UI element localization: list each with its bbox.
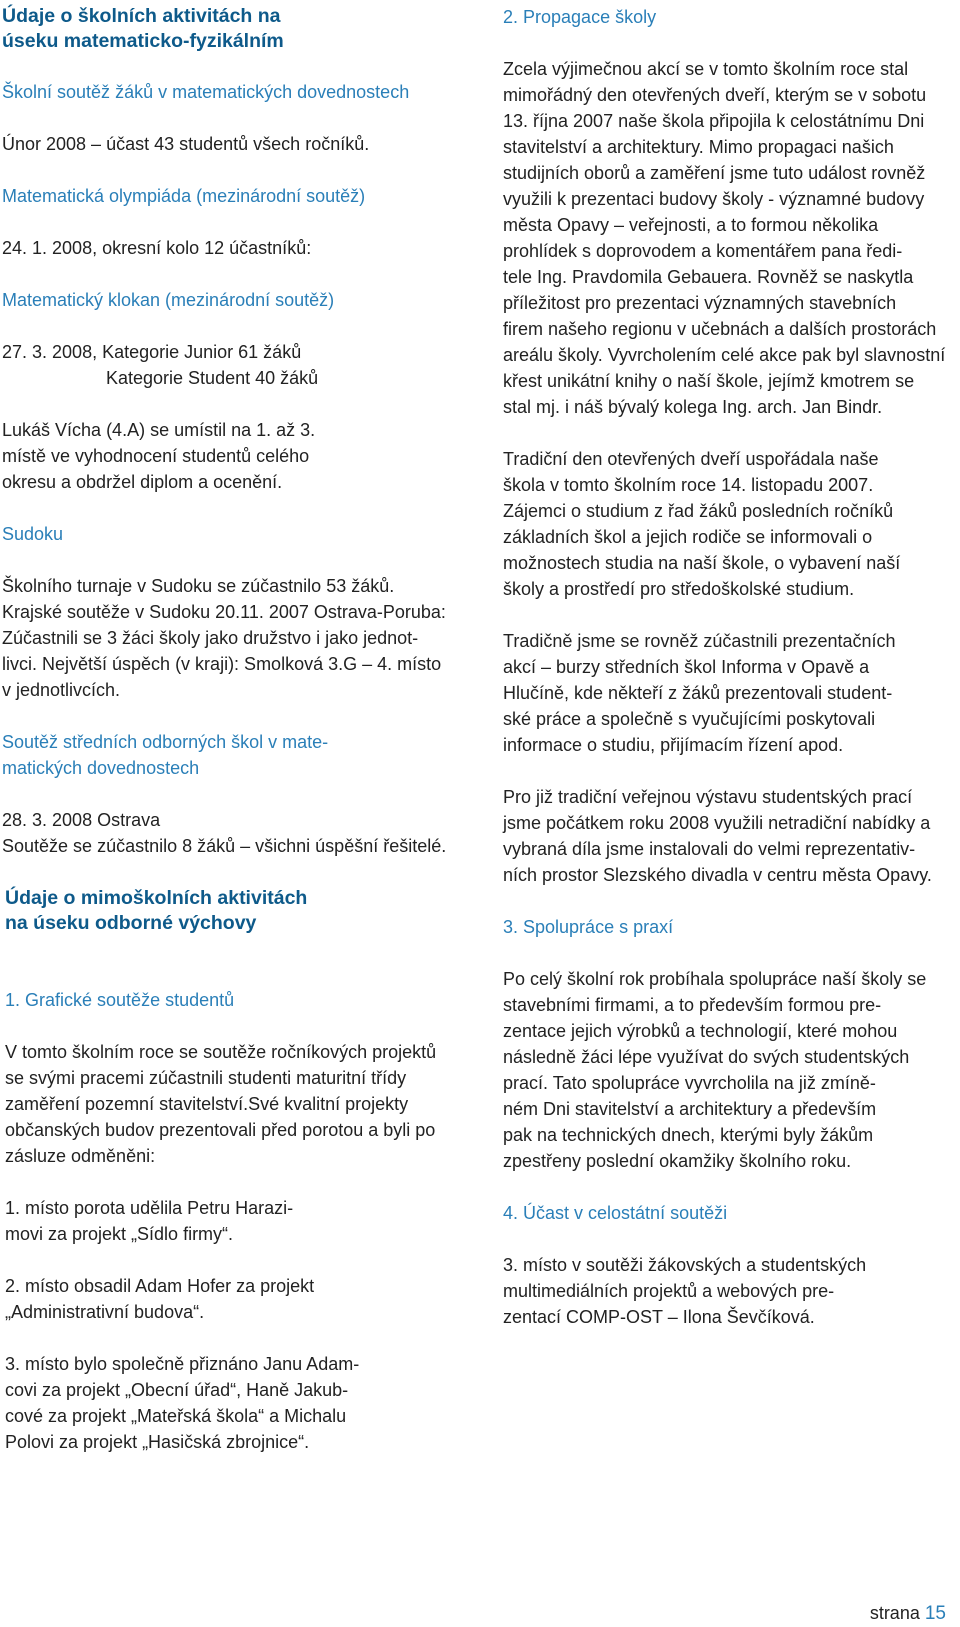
- text-line: covi za projekt „Obecní úřad“, Haně Jakub-: [5, 1380, 349, 1400]
- page-number-value: 15: [924, 1603, 946, 1624]
- text-line: studijních oborů a zaměření jsme tuto událost rovněž: [503, 163, 926, 183]
- text-line: zpestřeny poslední okamžiky školního roku.: [503, 1151, 852, 1171]
- text-line: Zcela výjimečnou akcí se v tomto školním roce stal: [503, 59, 909, 79]
- sos-title: [2, 729, 462, 781]
- text-line: v jednotlivcích.: [2, 680, 121, 700]
- competition-title: Matematická olympiáda (mezinárodní soutěž): [2, 186, 366, 206]
- text-line: firem našeho regionu v učebnách a dalších prostorách: [503, 319, 937, 339]
- paragraph: [503, 784, 953, 888]
- page-label: strana: [869, 1603, 920, 1623]
- competition-title: Školní soutěž žáků v matematických dovednostech: [2, 82, 410, 102]
- text-line: Krajské soutěže v Sudoku 20.11. 2007 Ostrava-Poruba:: [2, 602, 446, 622]
- paragraph: [503, 56, 953, 420]
- text-line: Zúčastnili se 3 žáci školy jako družstvo i jako jednot-: [2, 628, 419, 648]
- text-line: zentace jejich výrobků a technologií, které mohou: [503, 1021, 898, 1041]
- text-line: stavitelství a architektury. Mimo propagaci našich: [503, 137, 894, 157]
- text-line: se svými pracemi zúčastnili studenti maturitní třídy: [5, 1068, 407, 1088]
- page-number: [870, 1602, 946, 1625]
- paragraph: [503, 628, 953, 758]
- text-line: zásluze odměněni:: [5, 1146, 156, 1166]
- text-line: zentací COMP-OST – Ilona Ševčíková.: [503, 1307, 815, 1327]
- sudoku-title: Sudoku: [2, 524, 64, 544]
- text-line: mimořádný den otevřených dveří, kterým se v sobotu: [503, 85, 927, 105]
- text-line: areálu školy. Vyvrcholením celé akce pak byl slavnostní: [503, 345, 946, 365]
- text-line: V tomto školním roce se soutěže ročníkových projektů: [5, 1042, 437, 1062]
- text-line: Zájemci o studium z řad žáků posledních ročníků: [503, 501, 894, 521]
- paragraph: [2, 417, 462, 495]
- paragraph: [5, 1351, 460, 1455]
- text-line: stal mj. i náš bývalý kolega Ing. arch. Jan Bindr.: [503, 397, 883, 417]
- text-line: prací. Tato spolupráce vyvrcholila na již zmíně-: [503, 1073, 876, 1093]
- text-line: následně žáci lépe využívat do svých studentských: [503, 1047, 910, 1067]
- text-line: 3. místo v soutěži žákovských a studentských: [503, 1255, 867, 1275]
- text-line: občanských budov prezentovali před porotou a byli po: [5, 1120, 436, 1140]
- text-line: prohlídek s doprovodem a komentářem pana ředi-: [503, 241, 903, 261]
- paragraph: [503, 446, 953, 602]
- text-line: 28. 3. 2008 Ostrava: [2, 810, 161, 830]
- heading-line: Údaje o mimoškolních aktivitách: [5, 887, 308, 909]
- text-line: tele Ing. Pravdomila Gebauera. Rovněž se naskytla: [503, 267, 914, 287]
- text-line: 2. místo obsadil Adam Hofer za projekt: [5, 1276, 315, 1296]
- text-line: ské práce a společně s vyučujícími poskytovali: [503, 709, 876, 729]
- paragraph: [5, 1195, 460, 1247]
- paragraph: [5, 1039, 460, 1169]
- heading-extracurricular-activities: [5, 886, 307, 936]
- text-line: livci. Největší úspěch (v kraji): Smolková 3.G – 4. místo: [2, 654, 442, 674]
- text-line: zaměření pozemní stavitelství.Své kvalitní projekty: [5, 1094, 409, 1114]
- text-line: Lukáš Vícha (4.A) se umístil na 1. až 3.: [2, 420, 316, 440]
- competition-text: 27. 3. 2008, Kategorie Junior 61 žáků: [2, 342, 302, 362]
- graphic-competitions: [5, 987, 460, 1455]
- text-line: ném Dni stavitelství a architektury a především: [503, 1099, 877, 1119]
- school-promotion: [503, 4, 953, 1330]
- text-line: cové za projekt „Mateřská škola“ a Michalu: [5, 1406, 347, 1426]
- text-line: Tradiční den otevřených dveří uspořádala naše: [503, 449, 879, 469]
- text-line: multimediálních projektů a webových pre-: [503, 1281, 835, 1301]
- text-line: možnostech studia na naší škole, o vybavení naší: [503, 553, 901, 573]
- text-line: ních prostor Slezského divadla v centru města Opavy.: [503, 865, 932, 885]
- text-line: příležitost pro prezentaci významných stavebních: [503, 293, 897, 313]
- text-line: využili k prezentaci budovy školy - významné budovy: [503, 189, 925, 209]
- paragraph: [503, 966, 953, 1174]
- text-line: školy a prostředí pro středoškolské studium.: [503, 579, 855, 599]
- text-line: Tradičně jsme se rovněž zúčastnili prezentačních: [503, 631, 896, 651]
- text-line: škola v tomto školním roce 14. listopadu 2007.: [503, 475, 874, 495]
- text-line: základních škol a jejich rodiče se informovali o: [503, 527, 873, 547]
- paragraph: [2, 807, 462, 859]
- heading-line: Údaje o školních aktivitách na: [2, 5, 281, 27]
- text-line: „Administrativní budova“.: [5, 1302, 205, 1322]
- text-line: vybraná díla jsme instalovali do velmi reprezentativ-: [503, 839, 916, 859]
- text-line: Soutěže se zúčastnilo 8 žáků – všichni úspěšní řešitelé.: [2, 836, 447, 856]
- section-title: 1. Grafické soutěže studentů: [5, 990, 235, 1010]
- text-line: Po celý školní rok probíhala spolupráce naší školy se: [503, 969, 927, 989]
- text-line: Pro již tradiční veřejnou výstavu studentských prací: [503, 787, 913, 807]
- text-line: místě ve vyhodnocení studentů celého: [2, 446, 310, 466]
- text-line: okresu a obdržel diplom a ocenění.: [2, 472, 283, 492]
- text-line: jsme počátkem roku 2008 využili netradiční nabídky a: [503, 813, 931, 833]
- competition-text: Kategorie Student 40 žáků: [106, 368, 319, 388]
- text-line: 3. místo bylo společně přiznáno Janu Adam-: [5, 1354, 360, 1374]
- text-line: pak na technických dnech, kterými byly žákům: [503, 1125, 874, 1145]
- text-line: Školního turnaje v Sudoku se zúčastnilo 53 žáků.: [2, 576, 395, 596]
- text-line: Hlučíně, kde někteří z žáků prezentovali student-: [503, 683, 893, 703]
- competition-text: 24. 1. 2008, okresní kolo 12 účastníků:: [2, 238, 312, 258]
- section-title: 2. Propagace školy: [503, 7, 657, 27]
- competition-text: Únor 2008 – účast 43 studentů všech ročníků.: [2, 134, 370, 154]
- text-line: 1. místo porota udělila Petru Harazi-: [5, 1198, 294, 1218]
- text-line: křest unikátní knihy o naší škole, jejímž kmotrem se: [503, 371, 915, 391]
- text-line: Polovi za projekt „Hasičská zbrojnice“.: [5, 1432, 310, 1452]
- text-line: matických dovednostech: [2, 758, 200, 778]
- section-title: 4. Účast v celostátní soutěži: [503, 1203, 728, 1223]
- paragraph: [5, 1273, 460, 1325]
- heading-line: na úseku odborné výchovy: [5, 912, 257, 934]
- text-line: akcí – burzy středních škol Informa v Opavě a: [503, 657, 870, 677]
- math-competitions: [2, 79, 462, 859]
- section-title: 3. Spolupráce s praxí: [503, 917, 674, 937]
- paragraph: [503, 1252, 953, 1330]
- text-line: movi za projekt „Sídlo firmy“.: [5, 1224, 234, 1244]
- heading-mathematics-activities: [2, 4, 284, 54]
- heading-line: úseku matematicko-fyzikálním: [2, 30, 284, 52]
- text-line: informace o studiu, přijímacím řízení apod.: [503, 735, 844, 755]
- text-line: 13. října 2007 naše škola připojila k celostátnímu Dni: [503, 111, 925, 131]
- text-line: Soutěž středních odborných škol v mate-: [2, 732, 329, 752]
- competition-title: Matematický klokan (mezinárodní soutěž): [2, 290, 335, 310]
- text-line: města Opavy – veřejnosti, a to formou několika: [503, 215, 879, 235]
- text-line: stavebními firmami, a to především formou pre-: [503, 995, 882, 1015]
- paragraph: [2, 573, 462, 703]
